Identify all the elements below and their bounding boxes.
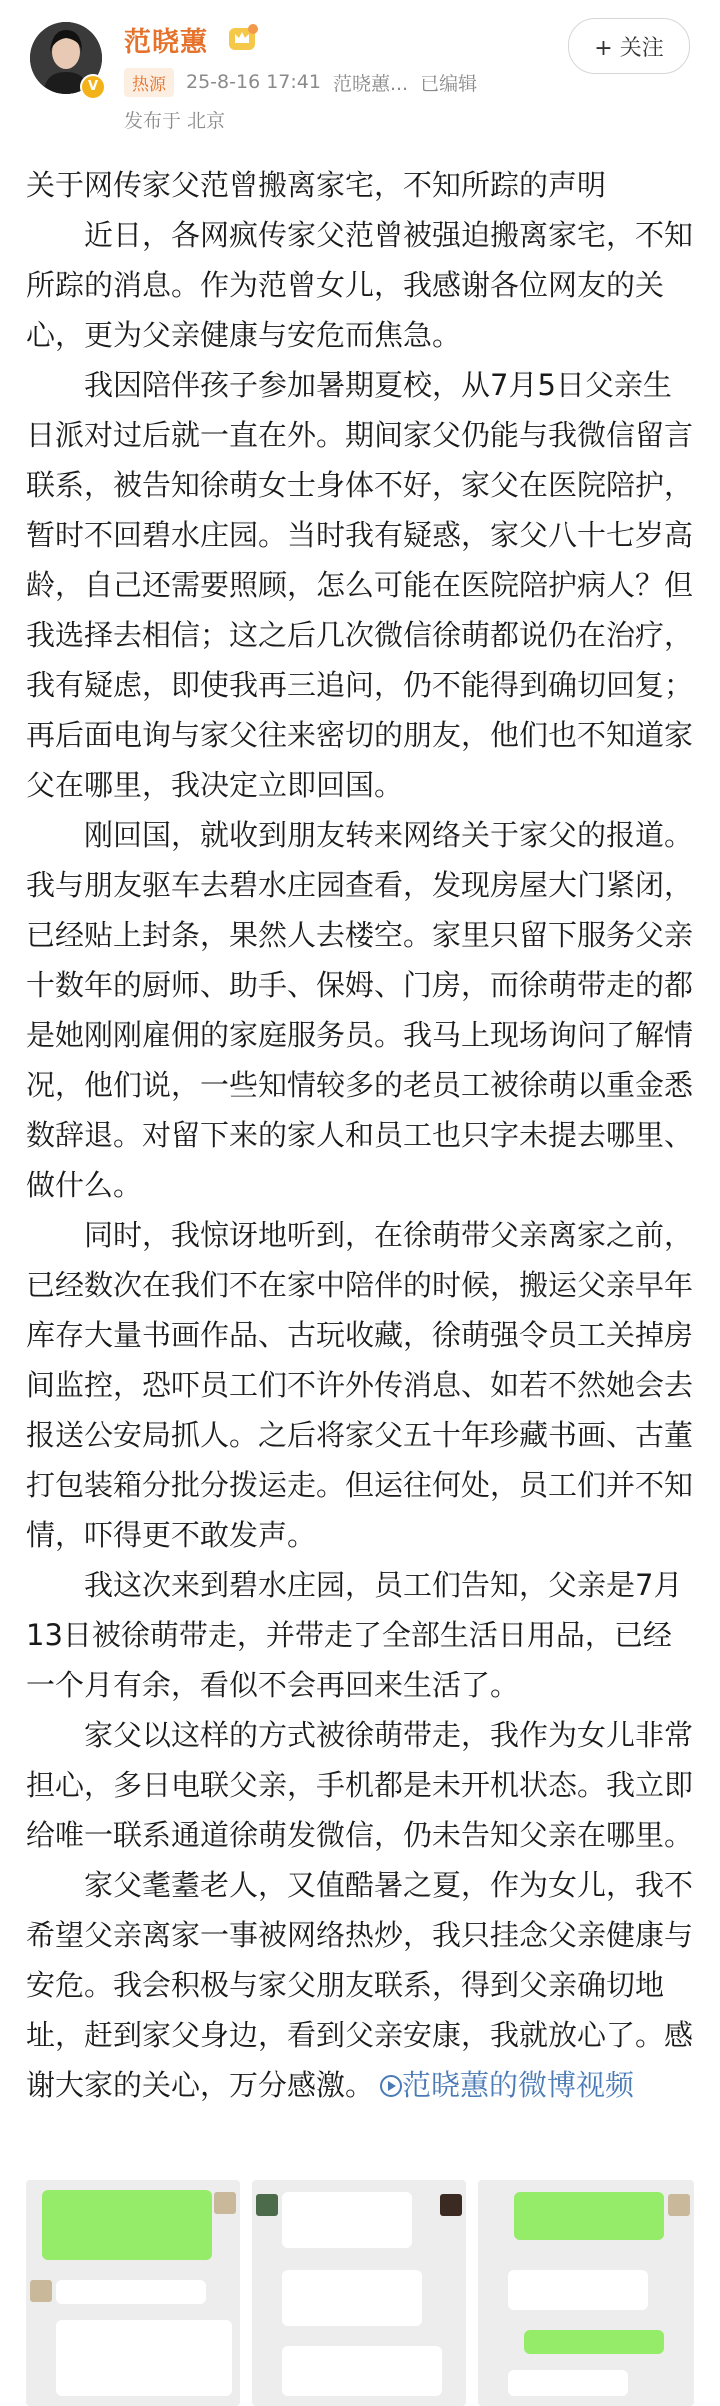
- chat-bubble: [508, 2270, 648, 2310]
- image-grid: [26, 2180, 694, 2406]
- chat-bubble: [508, 2370, 628, 2396]
- chat-avatar: [440, 2194, 462, 2216]
- chat-bubble: [42, 2190, 212, 2260]
- hot-tag[interactable]: 热源: [124, 68, 174, 97]
- paragraph-7-text: 家父耄耋老人，又值酷暑之夏，作为女儿，我不希望父亲离家一事被网络热炒，我只挂念父亲健康与安危。我会积极与家父朋友联系，得到父亲确切地址，赶到家父身边，看到父亲安康，我就放心了。感谢大家的关心，万分感激。: [26, 1868, 694, 2102]
- chat-bubble: [282, 2270, 422, 2326]
- post-title: 关于网传家父范曾搬离家宅，不知所踪的声明: [26, 168, 607, 202]
- post-location: 发布于 北京: [124, 110, 226, 132]
- chat-bubble: [514, 2192, 664, 2240]
- chat-bubble: [524, 2330, 664, 2354]
- chat-avatar: [256, 2194, 278, 2216]
- chat-screenshot-2[interactable]: [252, 2180, 466, 2406]
- edited-label[interactable]: 已编辑: [420, 72, 478, 95]
- post-source[interactable]: 范晓蕙...: [332, 72, 409, 95]
- chat-bubble: [56, 2280, 206, 2304]
- paragraph-6: 家父以这样的方式被徐萌带走，我作为女儿非常担心，多日电联父亲，手机都是未开机状态。我立即给唯一联系通道徐萌发微信，仍未告知父亲在哪里。: [26, 1718, 694, 1852]
- vip-crown-icon: [226, 22, 258, 52]
- chat-bubble: [282, 2192, 412, 2248]
- follow-button[interactable]: [568, 18, 690, 74]
- post-body: [26, 160, 698, 2110]
- video-play-icon[interactable]: [380, 2075, 402, 2097]
- paragraph-5: 我这次来到碧水庄园，员工们告知，父亲是7月13日被徐萌带走，并带走了全部生活日用品，已经一个月有余，看似不会再回来生活了。: [26, 1568, 683, 1702]
- verified-v-icon: V: [80, 74, 106, 100]
- post-timestamp: 25-8-16 17:41: [186, 71, 321, 93]
- post-header: [0, 0, 720, 150]
- paragraph-1: 近日，各网疯传家父范曾被强迫搬离家宅，不知所踪的消息。作为范曾女儿，我感谢各位网友的关心，更为父亲健康与安危而焦急。: [26, 218, 694, 352]
- paragraph-3: 刚回国，就收到朋友转来网络关于家父的报道。我与朋友驱车去碧水庄园查看，发现房屋大门紧闭，已经贴上封条，果然人去楼空。家里只留下服务父亲十数年的厨师、助手、保姆、门房，而徐萌带走的都是她刚刚雇佣的家庭服务员。我马上现场询问了解情况，他们说，一些知情较多的老员工被徐萌以重金悉数辞退。对留下来的家人和员工也只字未提去哪里、做什么。: [26, 818, 694, 1202]
- chat-bubble: [56, 2320, 232, 2396]
- chat-avatar: [214, 2192, 236, 2214]
- chat-screenshot-1[interactable]: [26, 2180, 240, 2406]
- post-meta: [124, 66, 477, 98]
- paragraph-7: [26, 1860, 698, 2110]
- user-name[interactable]: 范晓蕙: [124, 27, 208, 58]
- paragraph-4: 同时，我惊讶地听到，在徐萌带父亲离家之前，已经数次在我们不在家中陪伴的时候，搬运父亲早年库存大量书画作品、古玩收藏，徐萌强令员工关掉房间监控，恐吓员工们不许外传消息、如若不然她会去报送公安局抓人。之后将家父五十年珍藏书画、古董打包装箱分批分拨运走。但运往何处，员工们并不知情，吓得更不敢发声。: [26, 1218, 694, 1552]
- chat-bubble: [282, 2346, 442, 2396]
- chat-avatar: [30, 2280, 52, 2302]
- chat-screenshot-3[interactable]: [478, 2180, 694, 2406]
- follow-label: + 关注: [594, 35, 664, 61]
- paragraph-2: 我因陪伴孩子参加暑期夏校，从7月5日父亲生日派对过后就一直在外。期间家父仍能与我微信留言联系，被告知徐萌女士身体不好，家父在医院陪护，暂时不回碧水庄园。当时我有疑惑，家父八十七岁高龄，自己还需要照顾，怎么可能在医院陪护病人？但我选择去相信；这之后几次微信徐萌都说仍在治疗，我有疑虑，即使我再三追问，仍不能得到确切回复；再后面电询与家父往来密切的朋友，他们也不知道家父在哪里，我决定立即回国。: [26, 368, 694, 802]
- video-link[interactable]: 范晓蕙的微博视频: [402, 2068, 635, 2102]
- chat-avatar: [668, 2194, 690, 2216]
